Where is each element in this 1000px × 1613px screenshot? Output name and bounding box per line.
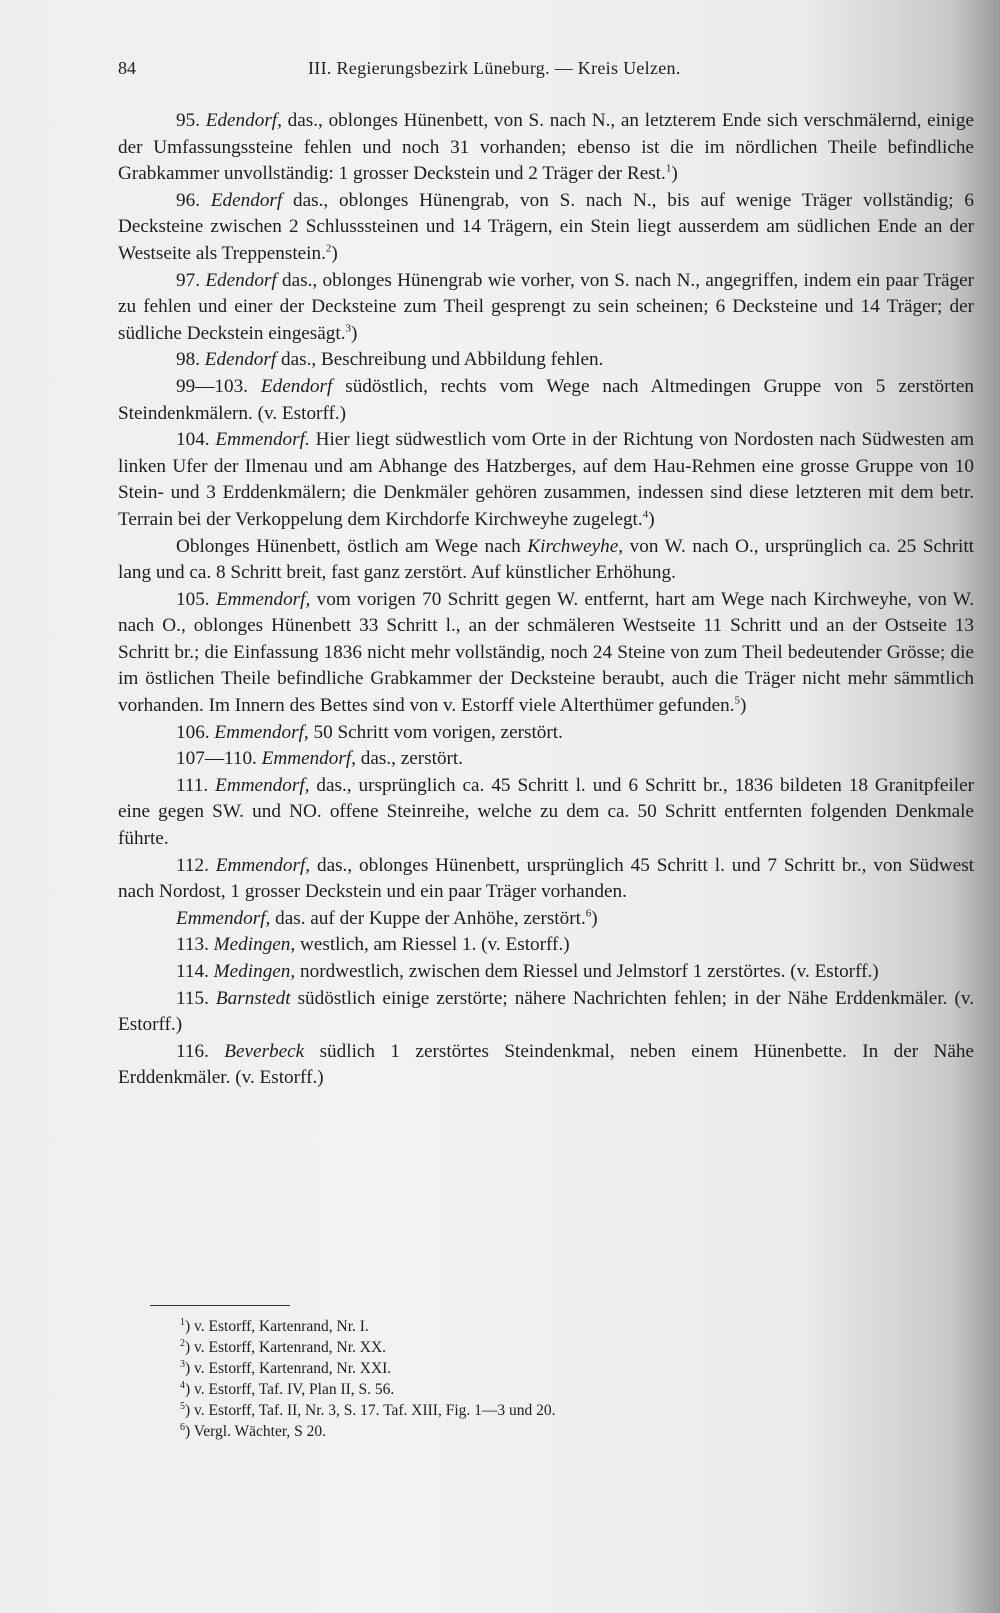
entry-106: 106. Emmendorf, 50 Schritt vom vorigen, zerstört.	[176, 721, 563, 743]
body-text	[118, 108, 974, 1092]
entry-113: 113. Medingen, westlich, am Riessel 1. (v. Estorff.)	[176, 934, 570, 956]
page-header-title: III. Regierungsbezirk Lüneburg. — Kreis Uelzen.	[308, 58, 681, 78]
footnote-6: $^6$) Vergl. Wächter, S 20.	[180, 1421, 327, 1440]
page-number: 84	[118, 58, 136, 78]
entry-111: 111. Emmendorf, das., ursprünglich ca. 45 Schritt l. und 6 Schritt br., 1836 bildeten 18 Granitpfeiler eine gegen SW. und NO. offene Steinreihe, welche zu dem ca. 50 Schritt entfernten folgenden Denkmale führte.	[118, 774, 974, 850]
footnote-2: $^2$) v. Estorff, Kartenrand, Nr. XX.	[180, 1337, 387, 1356]
entry-98: 98. Edendorf das., Beschreibung und Abbildung fehlen.	[176, 349, 604, 371]
entry-99-103: 99—103. Edendorf südöstlich, rechts vom Wege nach Altmedingen Gruppe von 5 zerstörten Steindenkmälern. (v. Estorff.)	[118, 375, 974, 424]
entry-104-hunenbett: Oblonges Hünenbett, östlich am Wege nach Kirchweyhe, von W. nach O., ursprünglich ca. 25 Schritt lang und ca. 8 Schritt breit, fast ganz zerstört. Auf künstlicher Erhöhung.	[118, 535, 974, 584]
entry-105: 105. Emmendorf, vom vorigen 70 Schritt gegen W. entfernt, hart am Wege nach Kirchweyhe, von W. nach O., oblonges Hünenbett 33 Schritt l., an der schmäleren Westseite 11 Schritt und an der Ostseite 13 Schritt br.; die Einfassung 1836 nicht mehr vollständig, noch 24 Steine von zum Theil bedeutender Grösse; die im östlichen Theile befindliche Grabkammer der Decksteine beraubt, auch die Träger nicht mehr sämmtlich vorhanden. Im Innern des Bettes sind von v. Estorff viele Alterthümer gefunden.$^5$)	[118, 588, 974, 717]
entry-114: 114. Medingen, nordwestlich, zwischen dem Riessel und Jelmstorf 1 zerstörtes. (v. Estorff.)	[176, 961, 879, 982]
footnote-1: $^1$) v. Estorff, Kartenrand, Nr. I.	[180, 1316, 369, 1335]
entry-95: 95. Edendorf, das., oblonges Hünenbett, von S. nach N., an letzterem Ende sich verschmälernd, einige der Umfassungssteine fehlen und noch 31 vorhanden; ebenso ist die im nördlichen Theile befindliche Grabkammer unvollständig: 1 grosser Deckstein und 2 Träger der Rest.$^1$)	[118, 110, 974, 185]
footnote-4: $^4$) v. Estorff, Taf. IV, Plan II, S. 56.	[180, 1379, 395, 1398]
footnote-divider	[150, 1305, 290, 1306]
entry-97: 97. Edendorf das., oblonges Hünengrab wie vorher, von S. nach N., angegriffen, indem ein paar Träger zu fehlen und einer der Decksteine zum Theil gesprengt zu sein scheinen; 6 Decksteine und 14 Träger; der südliche Deckstein eingesägt.$^3$)	[118, 269, 975, 344]
entry-104: 104. Emmendorf. Hier liegt südwestlich vom Orte in der Richtung von Nordosten nach Südwesten am linken Ufer der Ilmenau und am Abhange des Hatzberges, auf dem Hau-Rehmen eine grosse Gruppe von 10 Stein- und 3 Erddenkmälern; die Denkmäler gehören zusammen, indessen sind diese letzteren mit dem betr. Terrain bei der Verkoppelung dem Kirchdorfe Kirchweyhe zugelegt.$^4$)	[118, 429, 974, 530]
entry-emmendorf-kuppe: Emmendorf, das. auf der Kuppe der Anhöhe, zerstört.$^6$)	[176, 907, 598, 929]
entry-112: 112. Emmendorf, das., oblonges Hünenbett, ursprünglich 45 Schritt l. und 7 Schritt br., von Südwest nach Nordost, 1 grosser Deckstein und ein paar Träger vorhanden.	[118, 854, 975, 903]
entry-116: 116. Beverbeck südlich 1 zerstörtes Steindenkmal, neben einem Hünenbette. In der Nähe Erddenkmäler. (v. Estorff.)	[118, 1040, 975, 1089]
entry-96: 96. Edendorf das., oblonges Hünengrab, von S. nach N., bis auf wenige Träger vollständig; 6 Decksteine zwischen 2 Schlusssteinen und 14 Trägern, ein Stein liegt ausserdem am südlichen Ende an der Westseite als Treppenstein.$^2$)	[118, 189, 974, 264]
entry-107-110: 107—110. Emmendorf, das., zerstört.	[176, 748, 464, 770]
running-head	[118, 58, 978, 88]
entry-115: 115. Barnstedt südöstlich einige zerstörte; nähere Nachrichten fehlen; in der Nähe Erddenkmäler. (v. Estorff.)	[118, 987, 975, 1036]
footnote-3: $^3$) v. Estorff, Kartenrand, Nr. XXI.	[180, 1358, 392, 1377]
footnote-5: $^5$) v. Estorff, Taf. II, Nr. 3, S. 17. Taf. XIII, Fig. 1—3 und 20.	[180, 1400, 556, 1419]
footnotes	[180, 1316, 880, 1442]
